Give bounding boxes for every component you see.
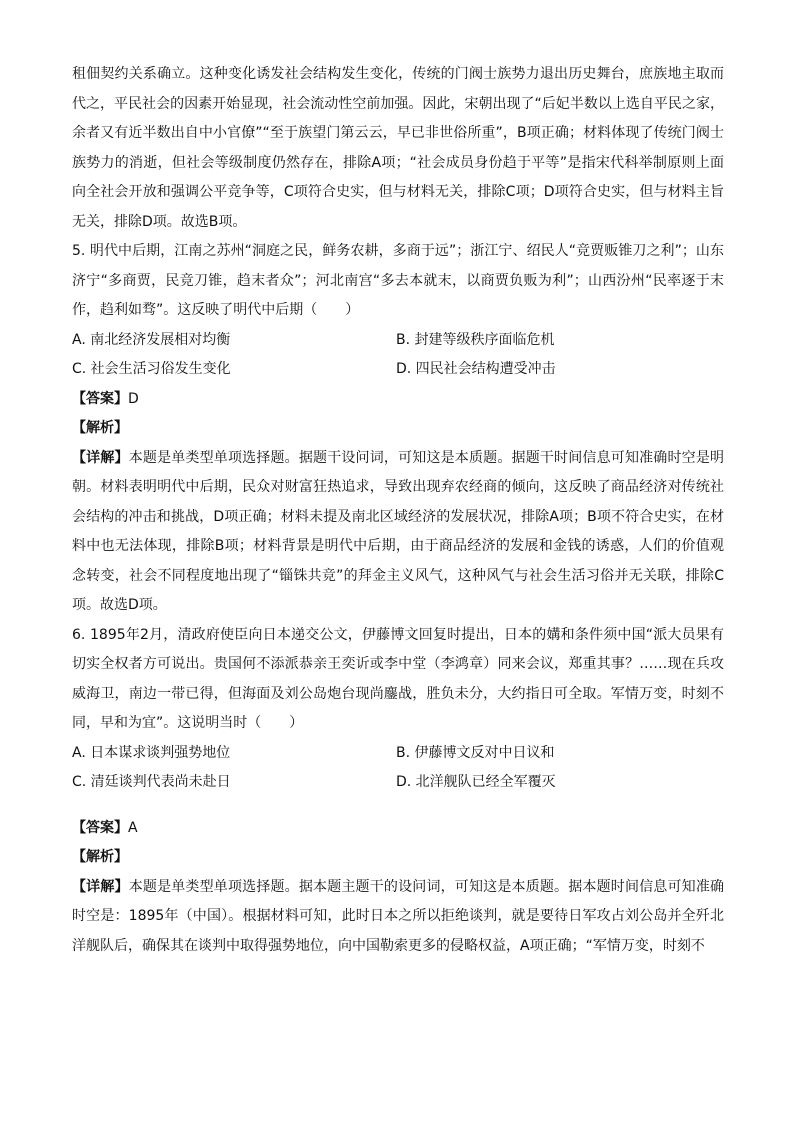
- answer-value: D: [128, 390, 139, 407]
- options-grid: [72, 326, 724, 385]
- answer-label: 【答案】: [72, 390, 128, 407]
- analysis-label: 【解析】: [72, 849, 128, 865]
- question-stem: 6. 1895年2月，清政府使臣向日本递交公文，伊藤博文回复时提出，日本的媾和条件须中国“派大员果有切实全权者方可说出。贵国何不添派恭亲王奕䜣或李中堂（李鸿章）同来会议，郑重其事？……现在兵攻威海卫，南边一带已得，但海面及刘公岛炮台现尚鏖战，胜负未分，大约指日可全取。军情万变，时刻不同，早和为宜”。这说明当时（ ）: [72, 626, 724, 731]
- option-d: D. 四民社会结构遭受冲击: [396, 361, 556, 377]
- question-6: [72, 621, 724, 962]
- question-stem: 5. 明代中后期，江南之苏州“洞庭之民，鲜务农耕，多商于远”；浙江宁、绍民人“竞贾贩锥刀之利”；山东济宁“多商贾，民竞刀锥，趋末者众”；河北南宫“多去本就末，以商贾负贩为利”；山西汾州“民率逐于末作，趋利如骛”。这反映了明代中后期（ ）: [72, 243, 724, 318]
- intro-paragraph: 租佃契约关系确立。这种变化诱发社会结构发生变化，传统的门阀士族势力退出历史舞台，庶族地主取而代之，平民社会的因素开始显现，社会流动性空前加强。因此，宋朝出现了“后妃半数以上选自平民之家，余者又有近半数出自中小官僚”“至于族望门第云云，早已非世俗所重”，B项正确；材料体现了传统门阀士族势力的消逝，但社会等级制度仍然存在，排除A项；“社会成员身份趋于平等”是指宋代科举制原则上面向全社会开放和强调公平竞争等，C项符合史实，但与材料无关，排除C项；D项符合史实，但与材料主旨无关，排除D项。故选B项。: [72, 66, 724, 230]
- answer-label: 【答案】: [72, 819, 128, 836]
- option-d: D. 北洋舰队已经全军覆灭: [396, 774, 556, 790]
- detail-label: 【详解】: [72, 878, 129, 895]
- detail-paragraph: [72, 444, 724, 621]
- detail-text: 本题是单类型单项选择题。据题干设问词，可知这是本质题。据题干时间信息可知准确时空是明朝。材料表明明代中后期，民众对财富狂热追求，导致出现弃农经商的倾向，这反映了商品经济对传统社会结构的冲击和挑战，D项正确；材料未提及南北区域经济的发展状况，排除A项；B项不符合史实，在材料中也无法体现，排除B项；材料背景是明代中后期，由于商品经济的发展和金钱的诱惑，人们的价值观念转变，社会不同程度地出现了“锱铢共竞”的拜金主义风气，这种风气与社会生活习俗并无关联，排除C项。故选D项。: [72, 449, 725, 613]
- option-c: C. 清廷谈判代表尚未赴日: [72, 774, 231, 790]
- detail-text: 本题是单类型单项选择题。据本题主题干的设问词，可知这是本质题。据本题时间信息可知准确时空是：1895年（中国）。根据材料可知，此时日本之所以拒绝谈判，就是要待日军攻占刘公岛并全歼北洋舰队后，确保其在谈判中取得强势地位，向中国勒索更多的侵略权益，A项正确；“军情万变，时刻不: [72, 878, 725, 954]
- spacer: [72, 798, 724, 814]
- answer-value: A: [128, 819, 138, 836]
- question-5: [72, 237, 724, 621]
- option-b: B. 封建等级秩序面临危机: [396, 331, 555, 348]
- analysis-line: [72, 414, 724, 444]
- option-a: A. 南北经济发展相对均衡: [72, 331, 231, 348]
- answer-line: [72, 814, 724, 844]
- options-grid: [72, 739, 724, 798]
- analysis-label: 【解析】: [72, 420, 128, 436]
- option-c: C. 社会生活习俗发生变化: [72, 361, 231, 377]
- detail-label: 【详解】: [72, 449, 129, 466]
- detail-paragraph: [72, 873, 724, 962]
- option-a: A. 日本谋求谈判强势地位: [72, 744, 231, 761]
- option-b: B. 伊藤博文反对中日议和: [396, 744, 555, 761]
- analysis-line: [72, 843, 724, 873]
- answer-line: [72, 385, 724, 415]
- page-content: [72, 60, 724, 961]
